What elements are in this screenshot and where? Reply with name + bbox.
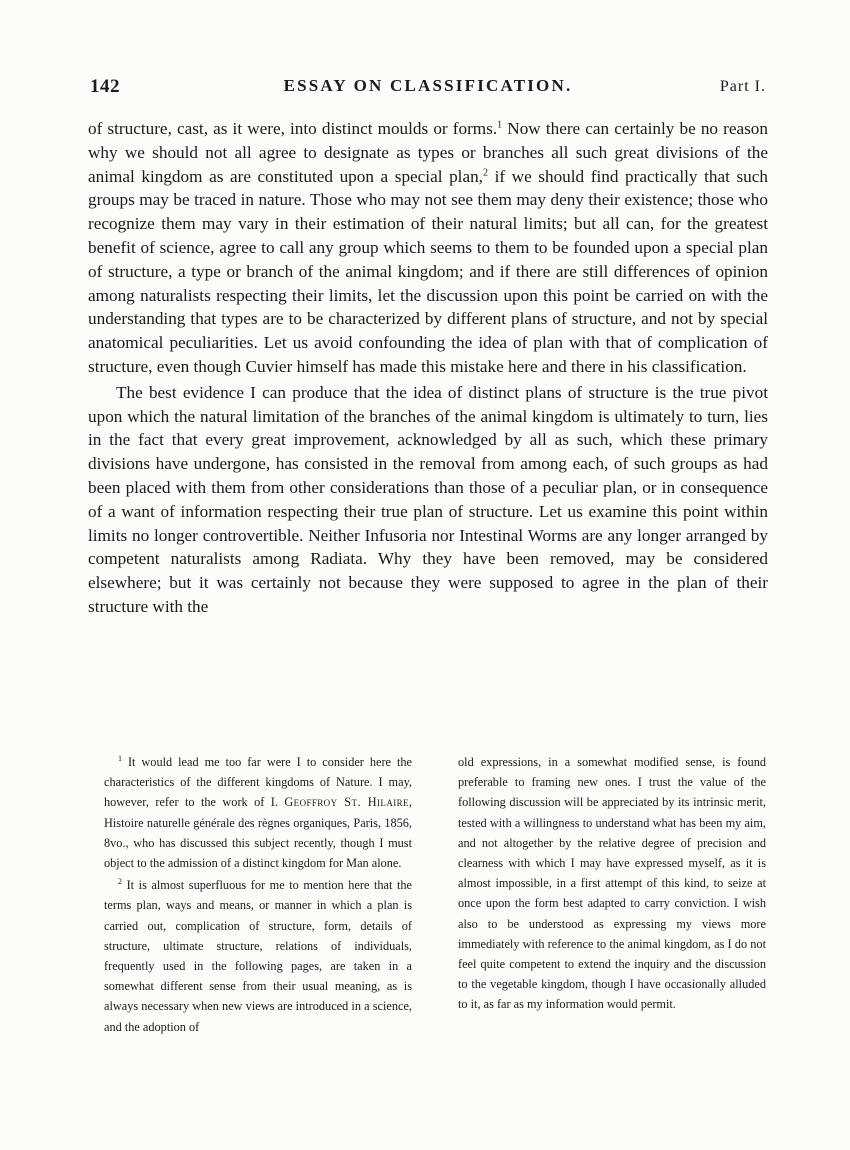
part-label: Part I. — [719, 78, 766, 95]
paragraph: The best evidence I can produce that the idea of distinct plans of structure is the true pivot upon which the natural limitation of the branches of the animal kingdom is ultimately to turn, lies in the fact that every great improvement, acknowledged by all as such, which these primary divisions have undergone, has consisted in the removal from among each, of such groups as had been placed with them from other considerations than those of a peculiar plan, or in consequence of a want of information respecting their true plan of structure. Let us examine this point within limits no longer controvertible. Neither Infusoria nor Intestinal Worms are any longer arranged by competent naturalists among Radiata. Why they have been removed, may be considered elsewhere; but it was certainly not because they were supposed to agree in the plan of their structure with the — [88, 382, 768, 616]
running-title: ESSAY ON CLASSIFICATION. — [283, 76, 573, 95]
footnotes — [104, 752, 766, 1037]
footnote-column-left — [104, 752, 412, 1037]
author-name: Geoffroy St. Hilaire — [284, 795, 409, 810]
running-header — [90, 70, 766, 100]
footnote-ref: 2 — [482, 166, 488, 178]
footnote-1: $^1$ It would lead me too far were I to consider here the characteristics of the different kingdoms of Nature. I may, however, refer to the work of I. Geoffroy St. Hilaire, Histoire naturelle générale des règnes organiques, Paris, 1856, 8vo., who has discussed this subject recently, though I must object to the admission of a distinct kingdom for Man alone. — [104, 753, 412, 871]
main-text — [88, 117, 768, 619]
footnote-column-right — [458, 752, 766, 1037]
footnote-2: $^2$ It is almost superfluous for me to mention here that the terms plan, ways and means, or manner in which a plan is carried out, complication of structure, form, details of structure, ultimate structure, relations of individuals, frequently used in the following pages, are taken in a somewhat different sense from their usual meaning, as is always necessary when new views are introduced in a science, and the adoption of — [104, 877, 412, 1034]
footnote-mark: 1 — [118, 753, 122, 763]
footnote-mark: 2 — [118, 877, 122, 887]
page-number: 142 — [90, 76, 120, 97]
footnote-2-continued: old expressions, in a somewhat modified sense, is found preferable to framing new ones. I trust the value of the following discussion will be appreciated by its intrinsic merit, tested with a willingness to understand what has been my aim, and not altogether by the relative degree of precision and clearness with which I may have expressed myself, as it is almost impossible, in a first attempt of this kind, to seize at once upon the form best adapted to carry conviction. I wish also to be understood as expressing my views more immediately with reference to the animal kingdom, as I do not feel quite competent to extend the inquiry and the discussion to the vegetable kingdom, though I have occasionally alluded to it, as far as my information would permit. — [458, 755, 766, 1012]
footnote-ref: 1 — [497, 119, 503, 131]
paragraph: of structure, cast, as it were, into distinct moulds or forms.$^1$ Now there can certainly be no reason why we should not all agree to designate as types or branches all such great divisions of the animal kingdom as are constituted upon a special plan,$^2$ if we should find practically that such groups may be traced in nature. Those who may not see them may deny their existence; those who recognize them may vary in their estimation of their natural limits; but all can, for the greatest benefit of science, agree to call any group which seems to them to be founded upon a special plan of structure, a type or branch of the animal kingdom; and if there are still differences of opinion among naturalists respecting their limits, let the discussion upon this point be carried on with the understanding that types are to be characterized by different plans of structure, and not by special anatomical peculiarities. Let us avoid confounding the idea of plan with that of complication of structure, even though Cuvier himself has made this mistake here and there in his classification. — [88, 119, 768, 376]
